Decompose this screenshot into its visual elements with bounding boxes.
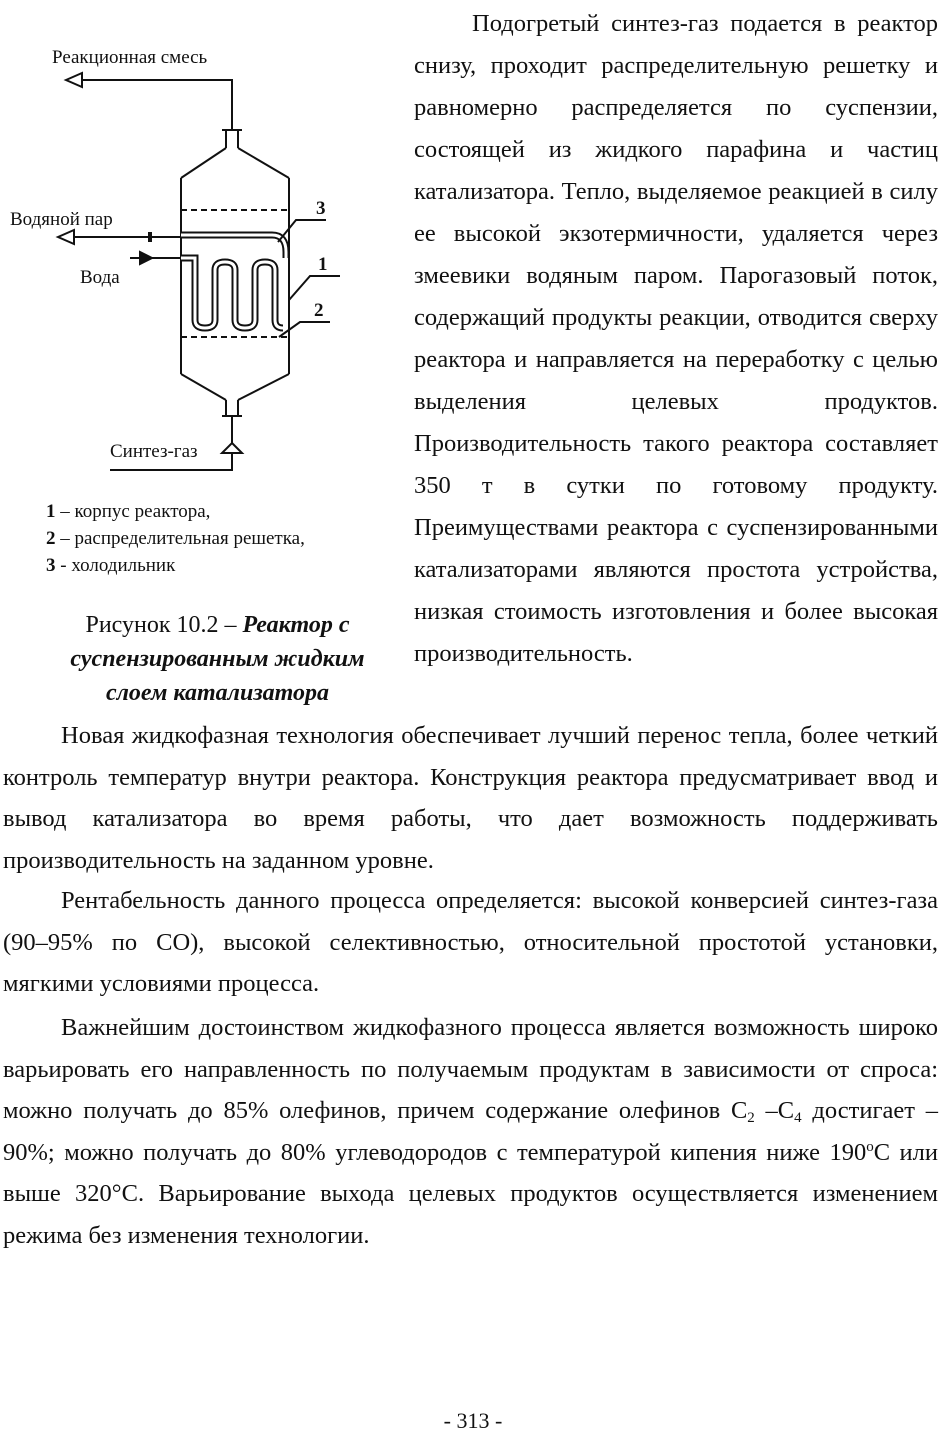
label-num-3: 3 [316, 198, 326, 219]
outlet-arrow [66, 73, 82, 87]
paragraph-2: Новая жидкофазная технология обеспечивает лучший перенос тепла, более четкий контроль температур внутри реактора. Конструкция реактора предусматривает ввод и вывод катализатора во время работы, что дает возможность поддерживать производительность на заданном уровне. [3, 722, 938, 874]
figure-legend [46, 498, 305, 579]
paragraph-1: Подогретый синтез-газ подается в реактор снизу, проходит распределительную решетку и равномерно распределяется по суспензии, состоящей из жидкого парафина и частиц катализатора. Тепло, выделяемое реакцией в силу ее высокой экзотермичности, удаляется через змеевики водяным паром. Парогазовый поток, содержащий продукты реакции, отводится сверху реактора и направляется на переработку с целью выделения целевых продуктов. Производительность такого реактора составляет 350 т в сутки по готовому продукту. Преимуществами реактора с суспензированными катализаторами являются простота устройства, низкая стоимость изготовления и более высокая производительность. [414, 10, 938, 667]
steam-arrow [58, 230, 74, 244]
reactor-diagram [0, 30, 405, 500]
caption-title: Реактор с суспензированным жидким слоем катализатора [70, 612, 365, 706]
legend-item: 1 – корпус реактора, [46, 501, 211, 522]
label-syngas: Синтез-газ [110, 441, 198, 462]
caption-prefix: Рисунок 10.2 – [85, 612, 243, 638]
label-reaction-mixture: Реакционная смесь [52, 47, 208, 68]
legend-item: 2 – распределительная решетка, [46, 528, 305, 549]
page-number: - 313 - [443, 1408, 503, 1433]
leader-1 [289, 276, 340, 300]
label-water: Вода [80, 267, 120, 288]
figure-caption [40, 608, 395, 710]
leader-2 [279, 322, 330, 337]
label-num-2: 2 [314, 300, 324, 321]
reactor-bottom-cone [181, 374, 226, 400]
water-arrow [140, 252, 152, 264]
paragraph-3: Рентабельность данного процесса определяется: высокой конверсией синтез-газа (90–95% по СО), высокой селективностью, относительной простотой установки, мягкими условиями процесса. [3, 887, 938, 997]
legend-item: 3 - холодильник [46, 555, 176, 576]
inlet-arrow [222, 443, 242, 453]
paragraph-4: Важнейшим достоинством жидкофазного процесса является возможность широко варьировать его направленность по получаемым продуктам в зависимости от спроса: можно получать до 85% олефинов, причем содержание олефинов $С_2$ $-С_4$ достигает – 90%; можно получать до 80% углеводородов с температурой кипения ниже $190^оС$ или выше 320°С. Варьирование выхода целевых продуктов осуществляется изменением режима без изменения технологии. [3, 1014, 938, 1249]
label-num-1: 1 [318, 254, 328, 275]
outlet-pipe [80, 80, 232, 130]
reactor-top-cone [181, 148, 226, 178]
reactor-figure [0, 30, 405, 710]
label-steam: Водяной пар [10, 209, 113, 230]
